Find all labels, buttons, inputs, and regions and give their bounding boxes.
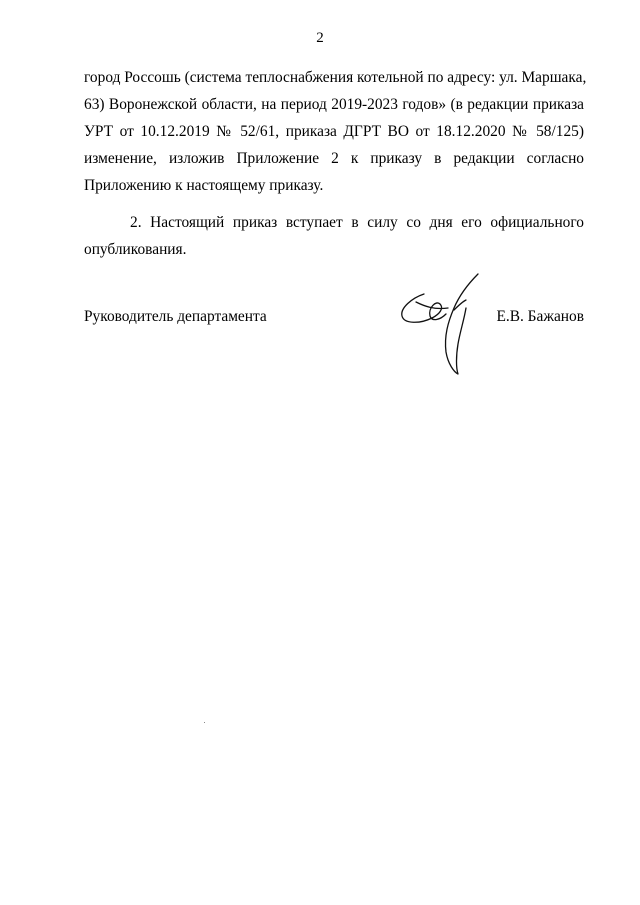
paragraph-line: опубликования.: [84, 241, 187, 258]
paragraph-line: 2. Настоящий приказ вступает в силу со дня его официального: [130, 214, 584, 231]
page-number: 2: [316, 30, 324, 46]
paragraph-line: УРТ от 10.12.2019 № 52/61, приказа ДГРТ ВО от 18.12.2020 № 58/125): [84, 123, 584, 140]
paragraph-line: 63) Воронежской области, на период 2019-2023 годов» (в редакции приказа: [84, 96, 584, 113]
paragraph-1: [84, 64, 587, 199]
paragraph-line: город Россошь (система теплоснабжения котельной по адресу: ул. Маршака,: [84, 69, 587, 86]
signer-name: Е.В. Бажанов: [496, 308, 584, 325]
paragraph-line: изменение, изложив Приложение 2 к приказу в редакции согласно: [84, 150, 584, 167]
paragraph-2: [84, 209, 584, 263]
body-text: [84, 64, 587, 263]
position-title: Руководитель департамента: [84, 308, 267, 325]
scan-speck: [204, 722, 205, 723]
paragraph-line: Приложению к настоящему приказу.: [84, 177, 324, 194]
signature-block: [84, 308, 584, 332]
handwritten-signature: [394, 272, 484, 377]
